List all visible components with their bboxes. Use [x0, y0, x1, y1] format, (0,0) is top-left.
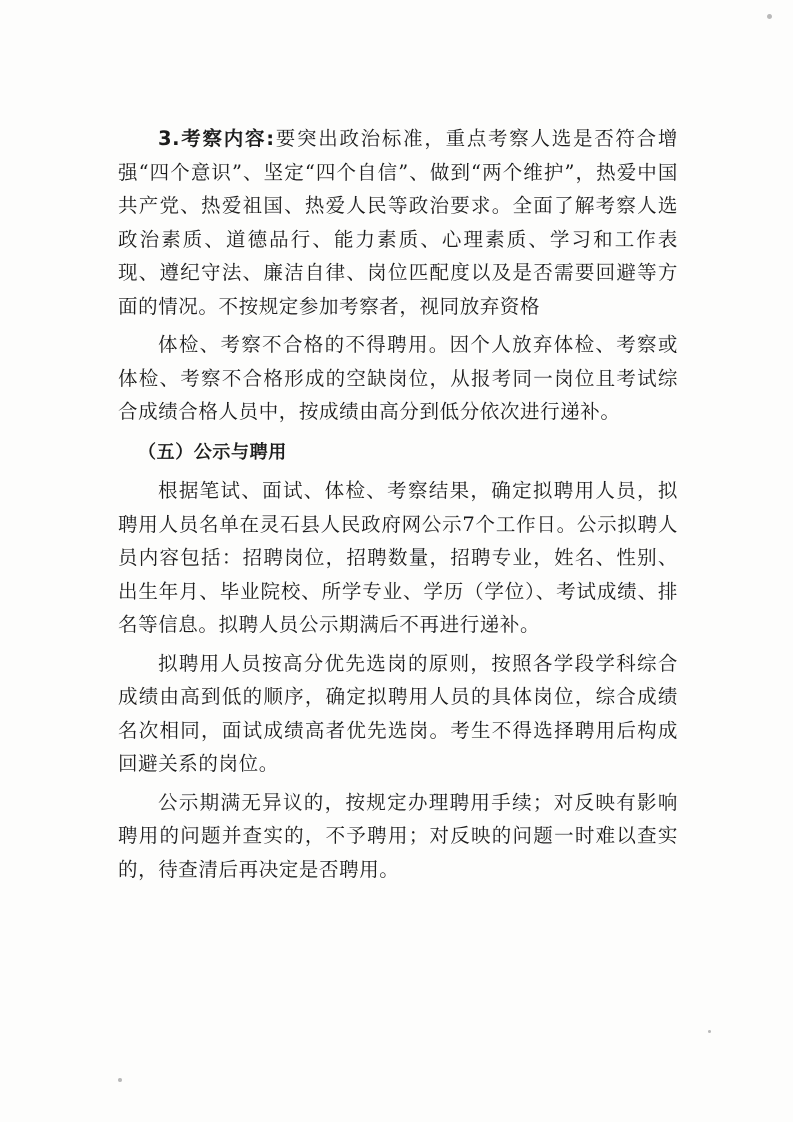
- paragraph-hiring-procedure: 公示期满无异议的，按规定办理聘用手续；对反映有影响聘用的问题并查实的，不予聘用；对反映的问题一时难以查实的，待查清后再决定是否聘用。: [118, 790, 678, 881]
- scan-speck: [708, 1030, 711, 1033]
- paragraph-section-3: [118, 122, 678, 323]
- heading-publicity-and-hiring: （五）公示与聘用: [138, 441, 287, 463]
- scan-speck: [767, 14, 772, 19]
- paragraph-vacancy-fill: 体检、考察不合格的不得聘用。因个人放弃体检、考察或体检、考察不合格形成的空缺岗位，从报考同一岗位且考试综合成绩合格人员中，按成绩由高分到低分依次进行递补。: [118, 333, 678, 423]
- section-3-text: 要突出政治标准，重点考察人选是否符合增强“四个意识”、坚定“四个自信”、做到“两个维护”，热爱中国共产党、热爱祖国、热爱人民等政治要求。全面了解考察人选政治素质、道德品行、能力素质、心理素质、学习和工作表现、遵纪守法、廉洁自律、岗位匹配度以及是否需要回避等方面的情况。不按规定参加考察者，视同放弃资格: [118, 127, 678, 318]
- paragraph-publicity: 根据笔试、面试、体检、考察结果，确定拟聘用人员，拟聘用人员名单在灵石县人民政府网公示7个工作日。公示拟聘人员内容包括：招聘岗位，招聘数量，招聘专业，姓名、性别、出生年月、毕业院校、所学专业、学历（学位）、考试成绩、排名等信息。拟聘人员公示期满后不再进行递补。: [118, 479, 678, 636]
- paragraph-position-selection: 拟聘用人员按高分优先选岗的原则，按照各学段学科综合成绩由高到低的顺序，确定拟聘用人员的具体岗位，综合成绩名次相同，面试成绩高者优先选岗。考生不得选择聘用后构成回避关系的岗位。: [118, 651, 678, 775]
- section-3-label: 3.考察内容:: [158, 127, 275, 150]
- scan-speck: [118, 1078, 122, 1082]
- document-body: [118, 122, 678, 886]
